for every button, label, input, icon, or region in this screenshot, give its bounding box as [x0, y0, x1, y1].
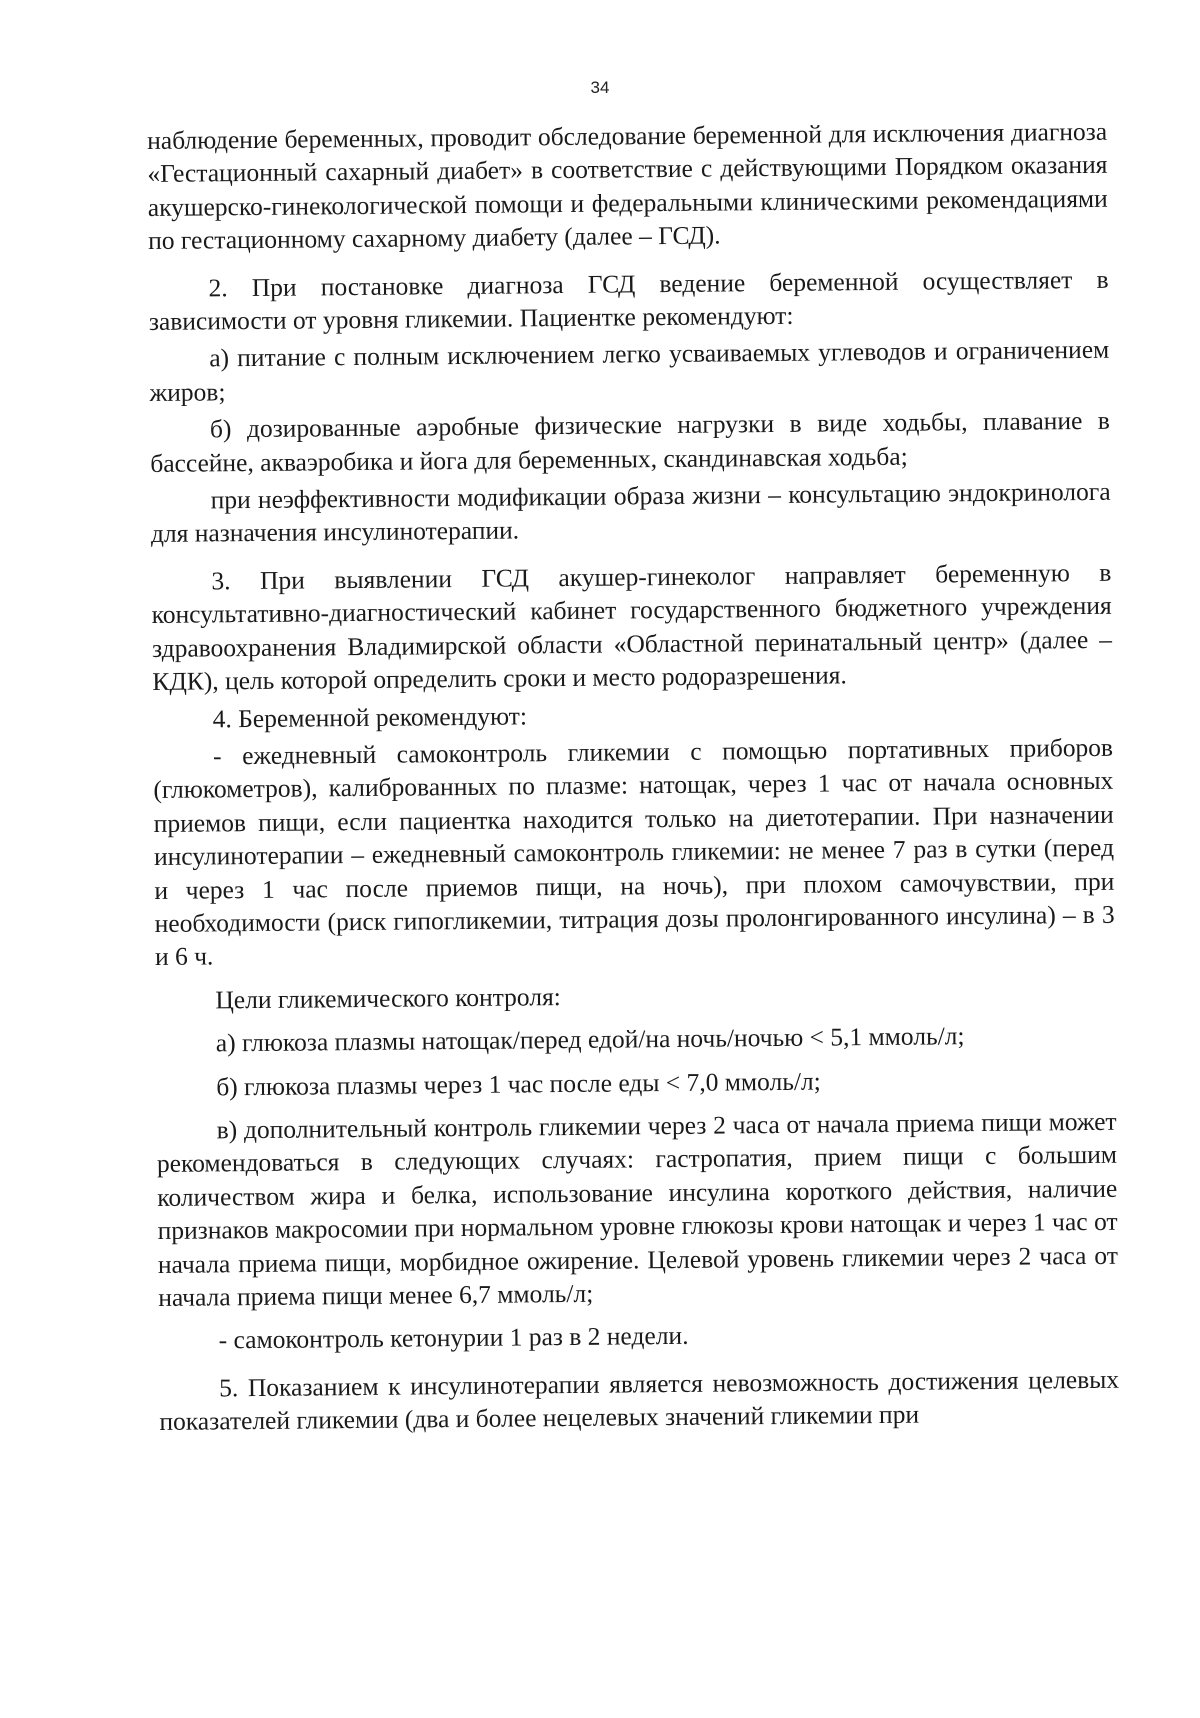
paragraph-2a-nutrition: а) питание с полным исключением легко усваиваемых углеводов и ограничением жиров; [149, 335, 1110, 407]
paragraph-4-self-monitoring: - ежедневный самоконтроль гликемии с помощью портативных приборов (глюкометров), калиброванных по плазме: натощак, через 1 час от начала основных приемов пищи, если пациентка находится только на диетотерапии. При назначении инсулинотерапии – ежедневный самоконтроль гликемии: не менее 7 раз в сутки (перед и через 1 час после приемов пищи, на ночь), при плохом самочувствии, при необходимости (риск гипогликемии, титрация дозы пролонгированного инсулина) – в 3 и 6 ч. [153, 732, 1115, 972]
document-body [147, 115, 1120, 1439]
paragraph-goal-c: в) дополнительный контроль гликемии через 2 часа от начала приема пищи может рекомендоваться в следующих случаях: гастропатия, прием пищи с большим количеством жира и белка, использование инсулина короткого действия, наличие признаков макросомии при нормальном уровне глюкозы крови натощак и через 1 час от начала приема пищи, морбидное ожирение. Целевой уровень гликемии через 2 часа от начала приема пищи менее 6,7 ммоль/л; [156, 1106, 1119, 1312]
paragraph-ketonuria: - самоконтроль кетонурии 1 раз в 2 недели. [218, 1321, 689, 1355]
paragraph-glycemic-goals-heading: Цели гликемического контроля: [215, 981, 561, 1015]
paragraph-gsd-diagnosis-intro: наблюдение беременных, проводит обследование беременной для исключения диагноза «Гестационный сахарный диабет» в соответствие с действующими Порядком оказания акушерско-гинекологической помощи и федеральными клиническими рекомендациями по гестационному сахарному диабету (далее – ГСД). [147, 116, 1108, 256]
paragraph-2b-physical-activity: б) дозированные аэробные физические нагрузки в виде ходьбы, плавание в бассейне, акваэробика и йога для беременных, скандинавская ходьба; [150, 406, 1111, 478]
paragraph-5-insulin-indication: 5. Показанием к инсулинотерапии является невозможность достижения целевых показателей гликемии (два и более нецелевых значений гликемии при [159, 1364, 1120, 1437]
paragraph-4-recommendations: 4. Беременной рекомендуют: [212, 700, 528, 733]
paragraph-2-gsd-management: 2. При постановке диагноза ГСД ведение беременной осуществляет в зависимости от уровня гликемии. Пациентке рекомендуют: [148, 264, 1109, 337]
page-number: 34 [590, 78, 610, 97]
paragraph-goal-a: а) глюкоза плазмы натощак/перед едой/на ночь/ночью < 5,1 ммоль/л; [215, 1021, 965, 1058]
paragraph-goal-b: б) глюкоза плазмы через 1 час после еды < 7,0 ммоль/л; [216, 1066, 821, 1101]
paragraph-3-referral: 3. При выявлении ГСД акушер-гинеколог направляет беременную в консультативно-диагностический кабинет государственного бюджетного учреждения здравоохранения Владимирской области «Областной перинатальный центр» (далее – КДК), цель которой определить сроки и место родоразрешения. [151, 557, 1113, 697]
paragraph-2-endocrinologist: при неэффективности модификации образа жизни – консультацию эндокринолога для назначения инсулинотерапии. [150, 476, 1111, 549]
